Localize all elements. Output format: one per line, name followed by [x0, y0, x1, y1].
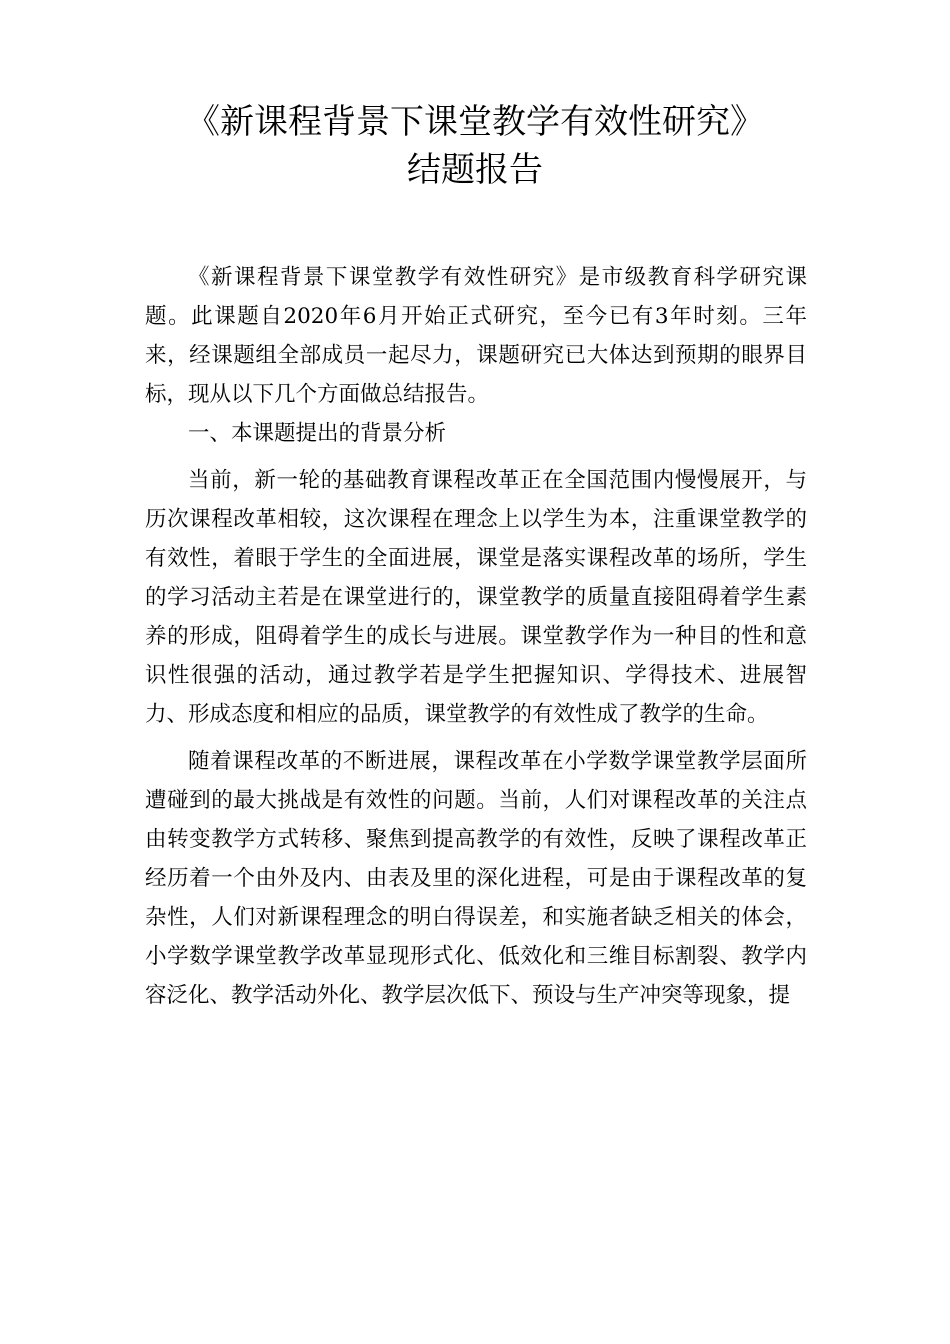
document-body [145, 258, 807, 1015]
paragraph-reform: 随着课程改革的不断进展，课程改革在小学数学课堂教学层面所遭碰到的最大挑战是有效性的问题。当前，人们对课程改革的关注点由转变教学方式转移、聚焦到提高教学的有效性，反映了课程改革正经历着一个由外及内、由表及里的深化进程，可是由于课程改革的复杂性，人们对新课程理念的明白得误差，和实施者缺乏相关的体会，小学数学课堂教学改革显现形式化、低效化和三维目标割裂、教学内容泛化、教学活动外化、教学层次低下、预设与生产冲突等现象，提 [145, 749, 807, 1008]
paragraph-background: 当前，新一轮的基础教育课程改革正在全国范围内慢慢展开，与历次课程改革相较，这次课程在理念上以学生为本，注重课堂教学的有效性，着眼于学生的全面进展，课堂是落实课程改革的场所，学生的学习活动主若是在课堂进行的，课堂教学的质量直接阻碍着学生素养的形成，阻碍着学生的成长与进展。课堂教学作为一种目的性和意识性很强的活动，通过教学若是学生把握知识、学得技术、进展智力、形成态度和相应的品质，课堂教学的有效性成了教学的生命。 [145, 468, 807, 727]
document-title-line1: 《新课程背景下课堂教学有效性研究》 [186, 102, 764, 142]
section-heading: 一、本课题提出的背景分析 [188, 421, 447, 446]
document-title-line2: 结题报告 [407, 150, 543, 190]
paragraph-intro: 《新课程背景下课堂教学有效性研究》是市级教育科学研究课题。此课题自2020年6月开始正式研究，至今已有3年时刻。三年来，经课题组全部成员一起尽力，课题研究已大体达到预期的眼界目标，现从以下几个方面做总结报告。 [145, 265, 807, 407]
